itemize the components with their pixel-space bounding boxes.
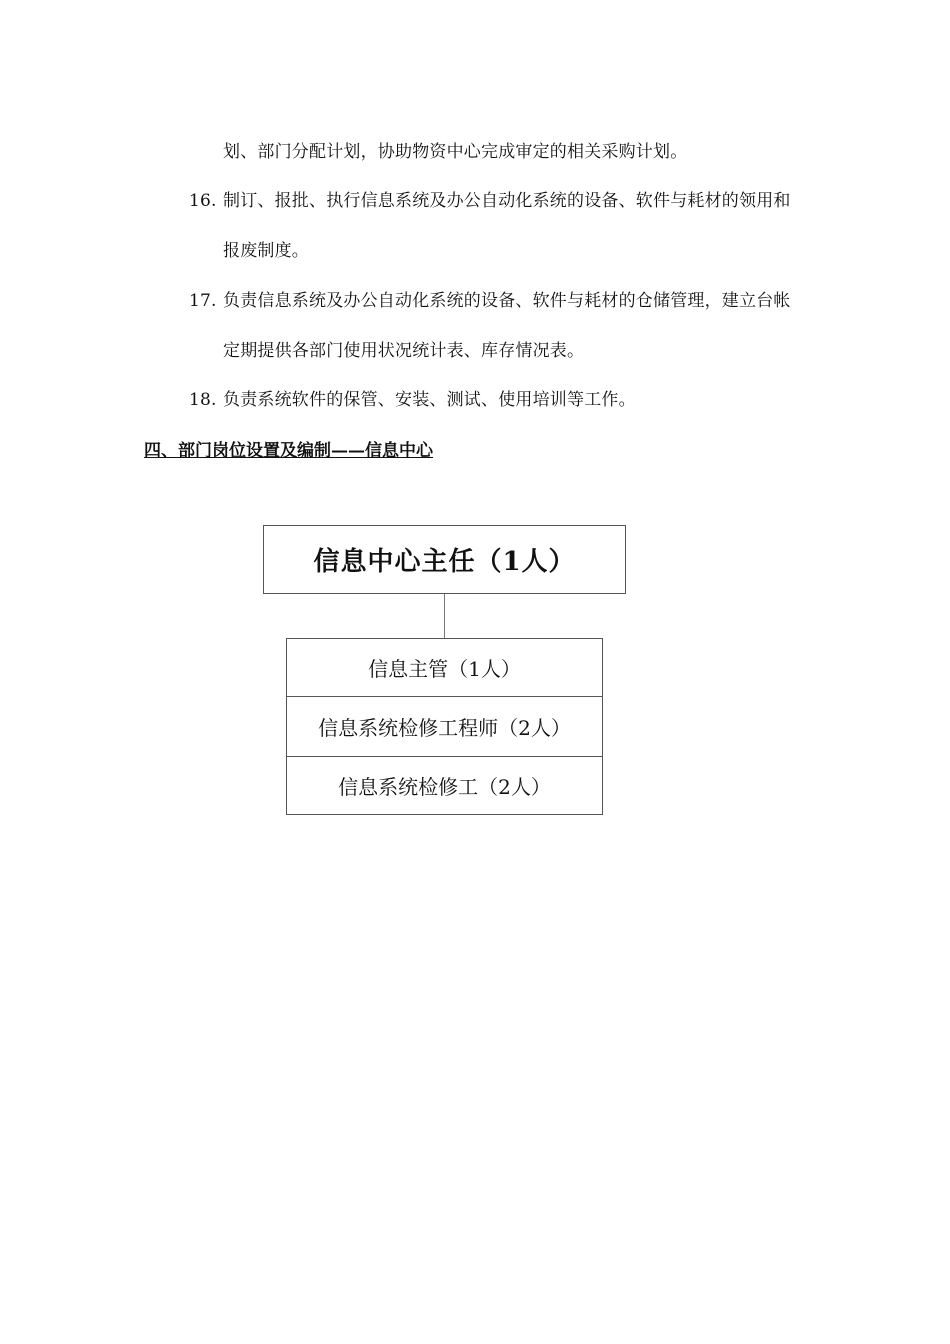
list-number: 18. bbox=[189, 390, 217, 410]
paragraph-continuation-17 bbox=[223, 339, 584, 363]
paragraph-text: 定期提供各部门使用状况统计表、库存情况表。 bbox=[223, 341, 585, 361]
org-chart-positions-stack bbox=[286, 638, 603, 815]
org-chart-position-label: 信息主管（1人） bbox=[368, 657, 521, 681]
paragraph-text: 负责信息系统及办公自动化系统的设备、软件与耗材的仓储管理，建立台帐 bbox=[223, 291, 791, 311]
paragraph-continuation-16 bbox=[223, 239, 309, 263]
paragraph-continuation-15 bbox=[223, 140, 687, 164]
org-chart-position-label: 信息系统检修工（2人） bbox=[338, 775, 551, 799]
list-number: 17. bbox=[189, 291, 217, 311]
org-chart-head-box bbox=[263, 525, 626, 594]
org-chart-connector-line bbox=[444, 594, 445, 639]
list-item-18 bbox=[189, 388, 636, 412]
section-heading: 四、部门岗位设置及编制——信息中心 bbox=[144, 441, 433, 461]
list-item-17 bbox=[189, 289, 791, 313]
org-chart-position-box bbox=[287, 639, 602, 697]
list-number: 16. bbox=[189, 191, 217, 211]
org-chart-position-box bbox=[287, 757, 602, 814]
paragraph-text: 报废制度。 bbox=[223, 241, 309, 261]
paragraph-text: 划、部门分配计划，协助物资中心完成审定的相关采购计划。 bbox=[223, 142, 688, 162]
paragraph-text: 制订、报批、执行信息系统及办公自动化系统的设备、软件与耗材的领用和 bbox=[223, 191, 791, 211]
list-item-16 bbox=[189, 189, 791, 213]
org-chart-position-box bbox=[287, 697, 602, 757]
org-chart-position-label: 信息系统检修工程师（2人） bbox=[318, 716, 571, 740]
paragraph-text: 负责系统软件的保管、安装、测试、使用培训等工作。 bbox=[223, 390, 636, 410]
org-chart-head-label: 信息中心主任（1人） bbox=[313, 547, 576, 577]
